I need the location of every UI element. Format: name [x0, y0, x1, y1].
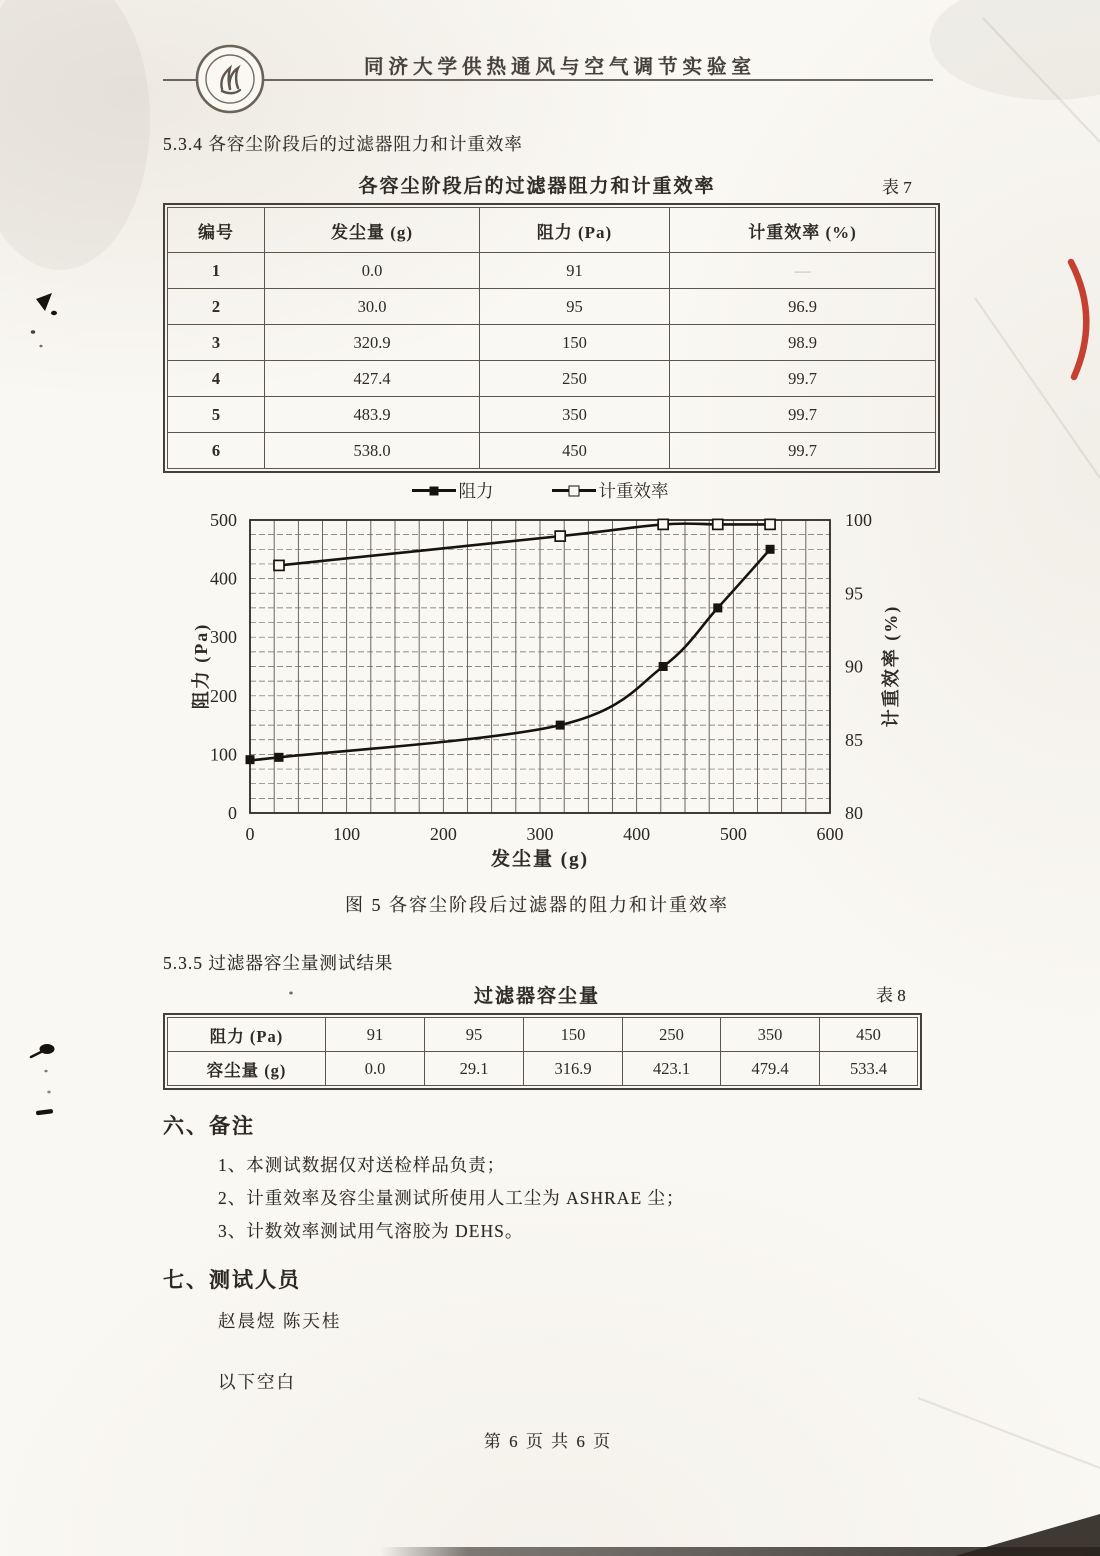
table-cell: 6 — [168, 433, 265, 469]
table-cell: 0.0 — [326, 1052, 425, 1086]
chart-plot-area — [178, 478, 918, 878]
personnel-heading: 七、测试人员 — [163, 1268, 301, 1292]
table-cell: 3 — [168, 325, 265, 361]
table-header-row — [168, 208, 936, 253]
legend-label: 计重效率 — [598, 481, 669, 501]
table-row — [168, 289, 936, 325]
table8-body — [168, 1018, 918, 1086]
x-axis-title: 发尘量 (g) — [491, 849, 589, 870]
table-cell: 479.4 — [721, 1052, 820, 1086]
svg-text:400: 400 — [623, 824, 651, 844]
svg-text:600: 600 — [816, 824, 844, 844]
svg-text:400: 400 — [210, 568, 237, 589]
filled-square-marker-icon — [412, 489, 456, 492]
svg-text:300: 300 — [210, 627, 237, 648]
table-cell: 350 — [721, 1018, 820, 1052]
column-header: 计重效率 (%) — [670, 208, 936, 253]
table7-title: 各容尘阶段后的过滤器阻力和计重效率 — [358, 176, 716, 197]
right-axis-title: 计重效率 (%) — [881, 604, 901, 728]
legend-item-resistance — [412, 478, 494, 503]
table-row — [168, 361, 936, 397]
figure5-caption: 图 5 各容尘阶段后过滤器的阻力和计重效率 — [345, 895, 729, 915]
table-cell: 450 — [480, 433, 670, 469]
table-cell: 91 — [326, 1018, 425, 1052]
column-header: 阻力 (Pa) — [480, 208, 670, 253]
svg-text:200: 200 — [429, 824, 457, 844]
table-cell: 阻力 (Pa) — [168, 1018, 326, 1052]
svg-text:300: 300 — [526, 824, 554, 844]
table7 — [167, 207, 936, 469]
personnel-names: 赵晨煜 陈天桂 — [218, 1311, 342, 1331]
section-534-heading: 5.3.4 各容尘阶段后的过滤器阻力和计重效率 — [163, 134, 523, 154]
table-cell: 0.0 — [265, 253, 480, 289]
table-cell: 98.9 — [670, 325, 936, 361]
figure5-chart — [178, 478, 918, 878]
table-cell: 150 — [480, 325, 670, 361]
table-row — [168, 1018, 918, 1052]
table-cell: 30.0 — [265, 289, 480, 325]
notes-heading: 六、备注 — [163, 1114, 255, 1138]
blank-below-note: 以下空白 — [218, 1372, 296, 1392]
paper-creases — [918, 18, 1100, 1468]
table-cell: 450 — [820, 1018, 918, 1052]
table-cell: 350 — [480, 397, 670, 433]
svg-text:100: 100 — [333, 824, 361, 844]
table8 — [167, 1017, 918, 1086]
table-cell: 2 — [168, 289, 265, 325]
note-item: 2、计重效率及容尘量测试所使用人工尘为 ASHRAE 尘； — [218, 1188, 685, 1208]
svg-text:85: 85 — [845, 729, 863, 750]
legend-label: 阻力 — [458, 481, 494, 501]
header-rule — [163, 79, 933, 81]
svg-text:500: 500 — [719, 824, 747, 844]
section-535-heading: 5.3.5 过滤器容尘量测试结果 — [163, 953, 394, 973]
table-cell: 1 — [168, 253, 265, 289]
table-cell: 99.7 — [670, 397, 936, 433]
svg-text:90: 90 — [845, 656, 863, 677]
table-cell: 533.4 — [820, 1052, 918, 1086]
university-seal-logo — [192, 41, 268, 117]
open-square-marker-icon — [552, 489, 596, 492]
table-cell: 538.0 — [265, 433, 480, 469]
table-cell: 150 — [524, 1018, 623, 1052]
table-cell: 483.9 — [265, 397, 480, 433]
svg-text:500: 500 — [210, 510, 237, 530]
table-cell: 320.9 — [265, 325, 480, 361]
table-cell: 316.9 — [524, 1052, 623, 1086]
chart-legend — [250, 478, 830, 503]
svg-text:0: 0 — [245, 824, 255, 844]
table-cell: 96.9 — [670, 289, 936, 325]
table-cell: 427.4 — [265, 361, 480, 397]
svg-text:80: 80 — [845, 803, 863, 823]
table-cell: 91 — [480, 253, 670, 289]
table-cell: 250 — [480, 361, 670, 397]
table-row — [168, 253, 936, 289]
table8-number-label: 表 8 — [876, 986, 906, 1005]
table-cell: 95 — [425, 1018, 524, 1052]
svg-text:100: 100 — [210, 744, 237, 765]
table-cell: 99.7 — [670, 433, 936, 469]
red-pen-mark — [1071, 262, 1086, 377]
column-header: 编号 — [168, 208, 265, 253]
table-row — [168, 433, 936, 469]
table-row — [168, 1052, 918, 1086]
svg-text:200: 200 — [210, 685, 237, 706]
column-header: 发尘量 (g) — [265, 208, 480, 253]
table7-header — [168, 208, 936, 253]
table7-frame — [163, 203, 940, 473]
note-item: 3、计数效率测试用气溶胶为 DEHS。 — [218, 1221, 524, 1241]
table7-body — [168, 253, 936, 469]
notes-list — [218, 1152, 685, 1251]
table-cell: 4 — [168, 361, 265, 397]
header-lab-title: 同济大学供热通风与空气调节实验室 — [363, 57, 756, 78]
left-axis-title: 阻力 (Pa) — [191, 622, 211, 710]
table-row — [168, 325, 936, 361]
table7-number-label: 表 7 — [882, 178, 912, 197]
table-cell: — — [670, 253, 936, 289]
table8-frame — [163, 1013, 922, 1090]
table-cell: 250 — [623, 1018, 721, 1052]
table-cell: 5 — [168, 397, 265, 433]
table-cell: 95 — [480, 289, 670, 325]
svg-text:0: 0 — [228, 803, 237, 823]
table-cell: 29.1 — [425, 1052, 524, 1086]
legend-item-efficiency — [552, 478, 669, 503]
table8-title: 过滤器容尘量 — [473, 986, 600, 1007]
table-row — [168, 397, 936, 433]
svg-text:100: 100 — [845, 510, 872, 530]
svg-text:95: 95 — [845, 583, 863, 604]
page-number-footer: 第 6 页 共 6 页 — [483, 1432, 613, 1451]
table-cell: 423.1 — [623, 1052, 721, 1086]
table-cell: 99.7 — [670, 361, 936, 397]
table-cell: 容尘量 (g) — [168, 1052, 326, 1086]
note-item: 1、本测试数据仅对送检样品负责； — [218, 1155, 506, 1175]
